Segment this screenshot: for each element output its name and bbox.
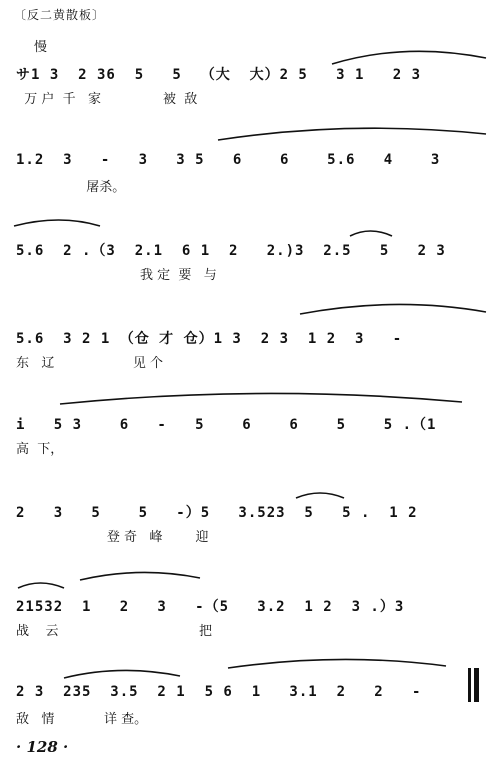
final-barline-thick [474,668,479,702]
score-system [0,684,500,764]
notation-line: 2 3 235 3.5 2 1 5 6 1 3.1 2 2 - [16,684,422,700]
notation-line: 1.2 3 - 3 3 5 6 6 5.6 4 3 [16,152,441,168]
lyric-line: 万 户 千 家 被 敌 [16,92,198,107]
score-system [0,240,500,320]
notation-line: i 5 3 6 - 5 6 6 5 5 .（1 [16,417,437,433]
lyric-line: 屠杀。 [16,180,126,195]
notation-line: 5.6 2 .（3 2.1 6 1 2 2.)3 2.5 5 2 3 [16,243,446,259]
slur-arc [332,51,486,64]
score-system [0,414,500,494]
score-system [0,152,500,232]
final-barline [468,668,471,702]
notation-line: 21532 1 2 3 -（5 3.2 1 2 3 .）3 [16,599,405,615]
lyric-line: 高 下， [16,442,64,457]
score-system [0,502,500,582]
lyric-line: 我 定 要 与 [16,268,217,283]
lyric-line: 敌 情 详 查。 [16,712,148,727]
page-number: · 128 · [16,738,69,756]
score-system [0,64,500,144]
notation-line: 2 3 5 5 -）5 3.523 5 5 . 1 2 [16,505,418,521]
mode-heading: 〔反二黄散板〕 [14,8,106,22]
notation-line: 5.6 3 2 1 （仓 才 仓）1 3 2 3 1 2 3 - [16,331,403,347]
lyric-line: 战 云 把 [16,624,213,639]
lyric-line: 登 奇 峰 迎 [16,530,209,545]
slur-arc [18,583,64,588]
notation-line: サ1 3 2 36 5 5 （大 大）2 5 3 1 2 3 [16,67,422,83]
lyric-line: 东 辽 见 个 [16,356,164,371]
tempo-marking: 慢 [34,40,48,55]
score-system [0,596,500,676]
score-system [0,328,500,408]
